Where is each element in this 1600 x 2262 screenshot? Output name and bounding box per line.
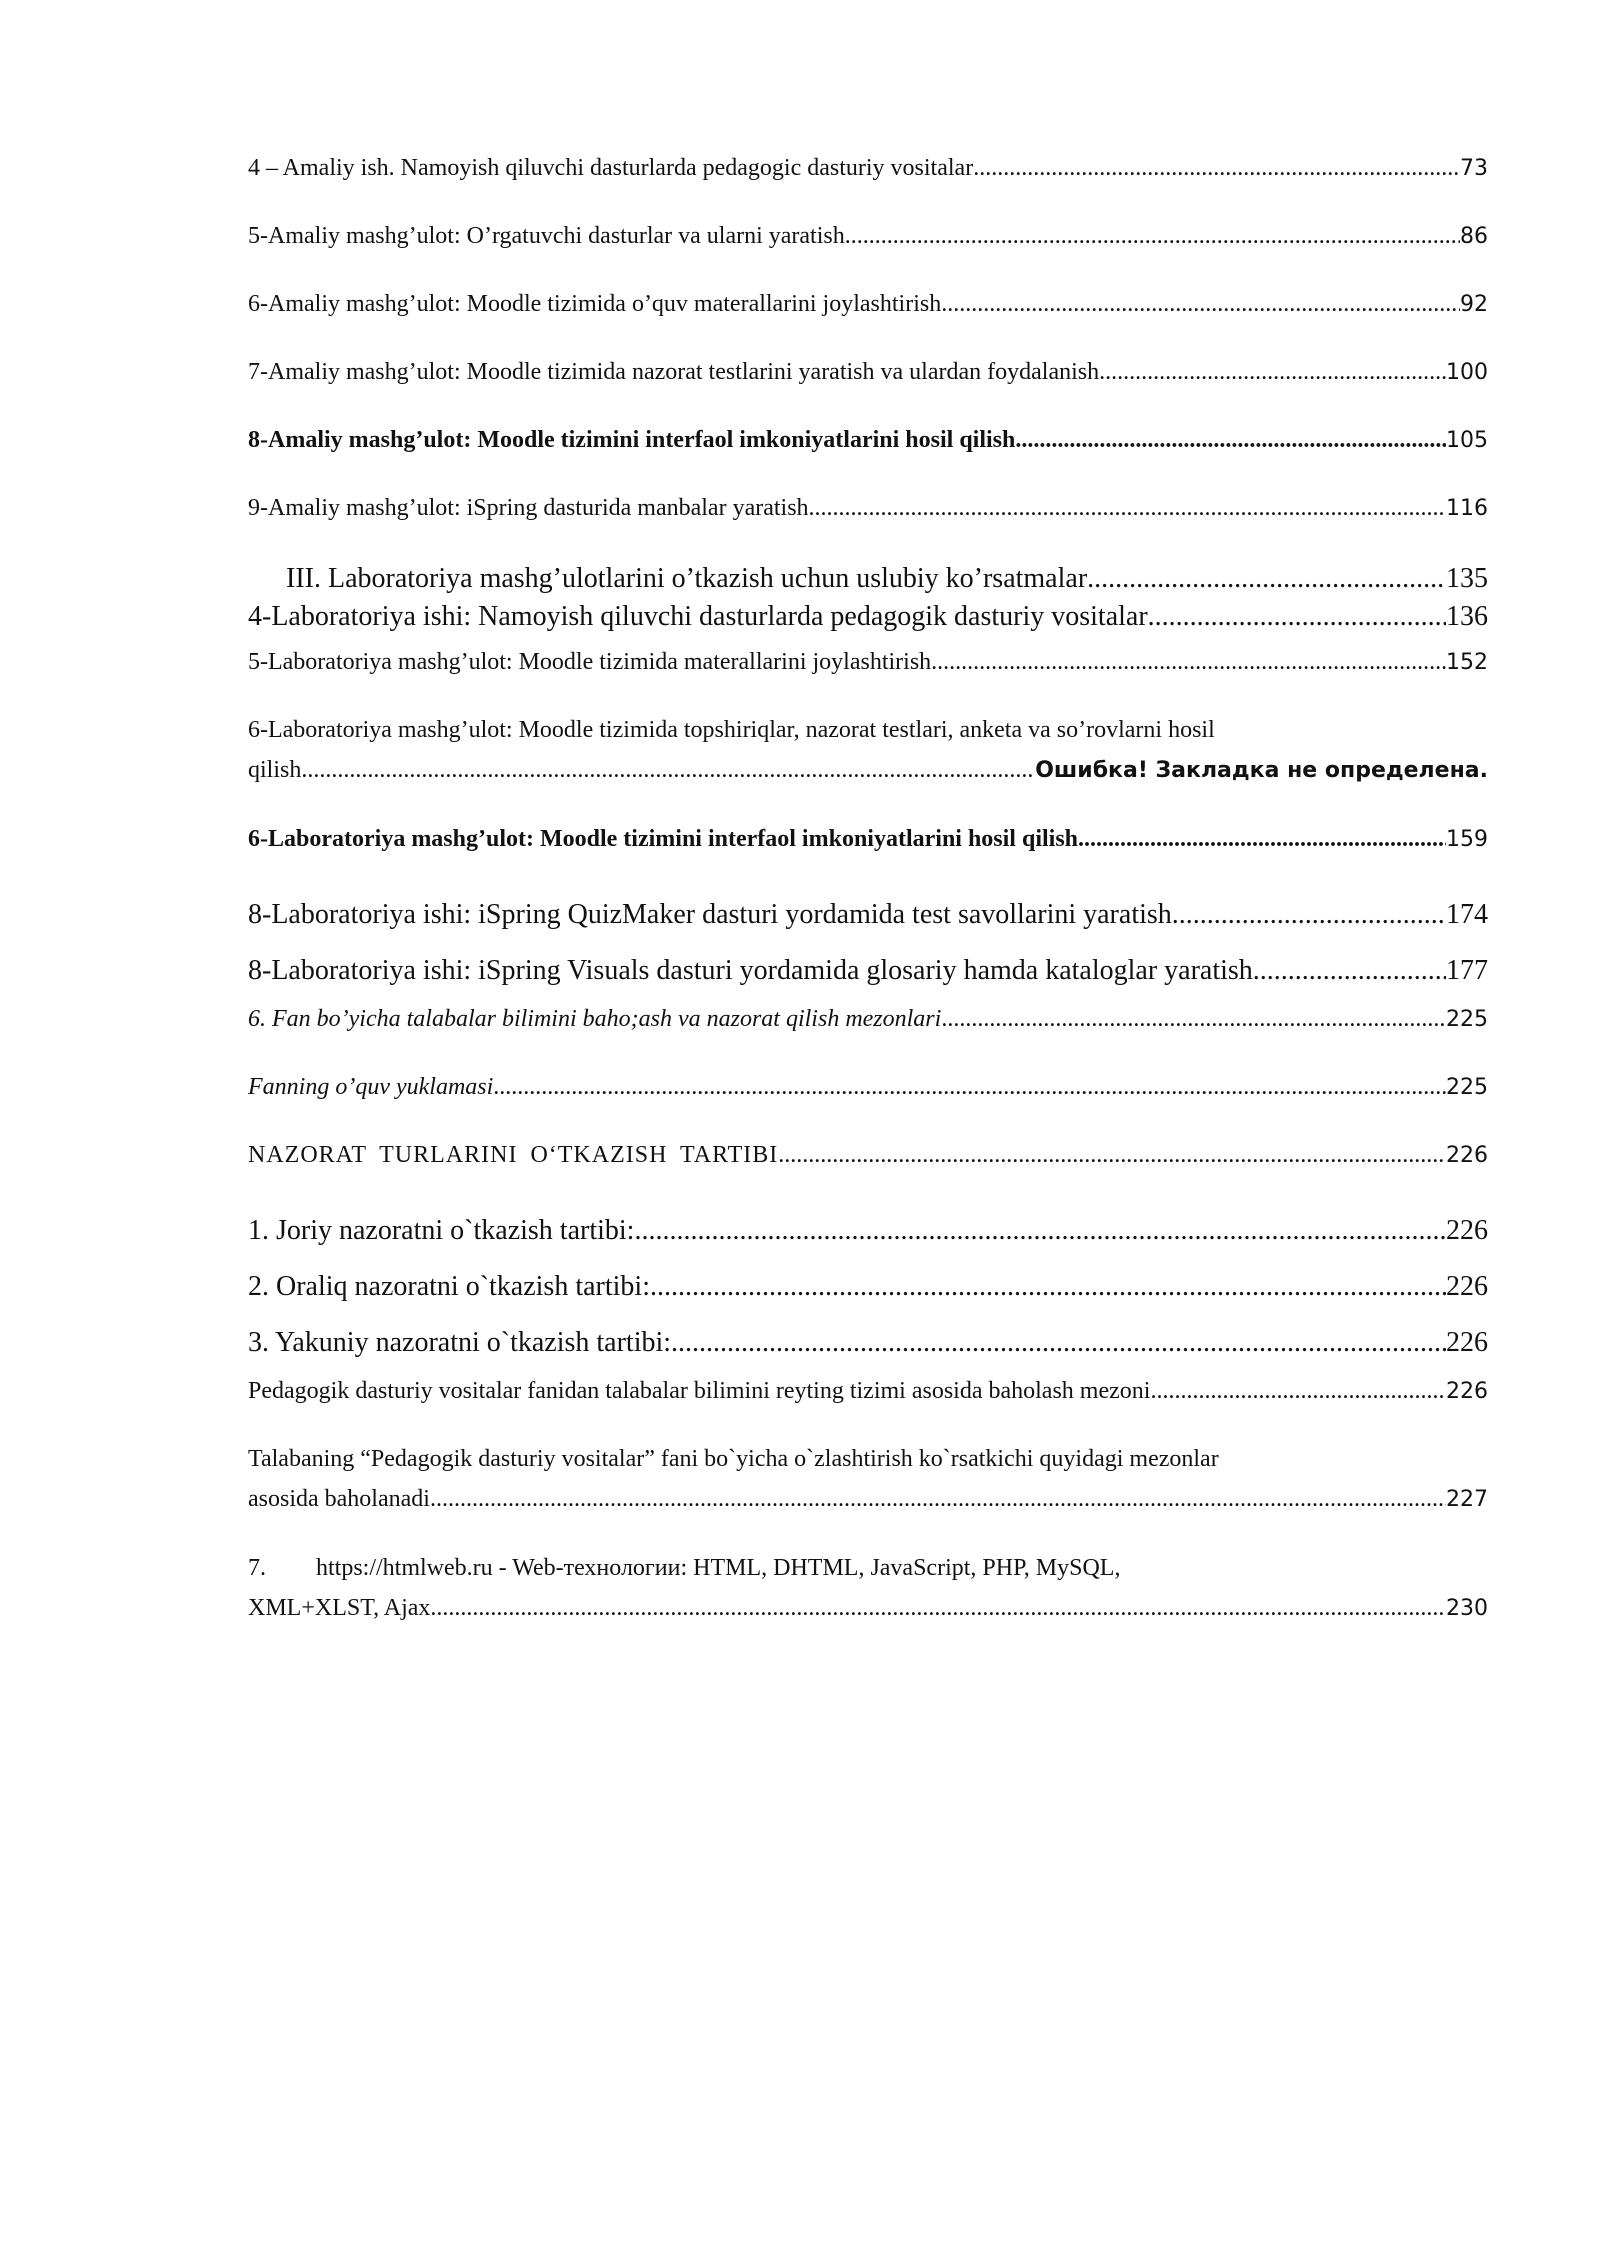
- dot-leader: [941, 999, 1446, 1039]
- toc-page-number: 73: [1460, 156, 1488, 181]
- dot-leader: [430, 1588, 1446, 1628]
- toc-entry[interactable]: [248, 819, 1488, 887]
- toc-page-number: 135: [1446, 563, 1488, 594]
- toc-page-number: 225: [1446, 1007, 1488, 1032]
- toc-entry[interactable]: [248, 642, 1488, 710]
- dot-leader: [941, 284, 1460, 324]
- toc-page-number: 86: [1460, 224, 1488, 249]
- toc-entry-title: 8-Laboratoriya ishi: iSpring Visuals dasturi yordamida glosariy hamda kataloglar yaratish: [248, 955, 1253, 986]
- toc-page-number: 226: [1446, 1327, 1488, 1358]
- dot-leader: [1021, 420, 1446, 460]
- toc-entry-title: 3. Yakuniy nazoratni o`tkazish tartibi:: [248, 1327, 672, 1358]
- toc-entry-title: 1. Joriy nazoratni o`tkazish tartibi:: [248, 1215, 635, 1246]
- toc-entry[interactable]: [248, 1315, 1488, 1371]
- toc-entry[interactable]: [248, 999, 1488, 1067]
- toc-entry-title: Pedagogik dasturiy vositalar fanidan talabalar bilimini reyting tizimi asosida baholash mezoni: [248, 1378, 1151, 1404]
- dot-leader: [809, 488, 1446, 528]
- dot-leader: [931, 642, 1446, 682]
- dot-leader: [1099, 352, 1446, 392]
- list-number: 7.: [248, 1555, 266, 1581]
- toc-bookmark-error: Ошибка! Закладка не определена.: [1035, 758, 1488, 783]
- dot-leader: [634, 1203, 1446, 1259]
- dot-leader: [778, 1135, 1446, 1175]
- toc-entry-title-line2: asosida baholanadi: [248, 1486, 430, 1512]
- toc-entry[interactable]: [248, 1067, 1488, 1135]
- dot-leader: [973, 148, 1460, 188]
- toc-page-number: 92: [1460, 292, 1488, 317]
- toc-page-number: 227: [1446, 1487, 1488, 1512]
- dot-leader: [1087, 560, 1446, 598]
- toc-entry-title: 5-Amaliy mashg’ulot: O’rgatuvchi dasturlar va ularni yaratish: [248, 223, 845, 249]
- toc-entry-title: 8-Amaliy mashg’ulot: Moodle tizimini interfaol imkoniyatlarini hosil qilish.: [248, 427, 1022, 453]
- toc-page-number: 116: [1446, 496, 1488, 521]
- dot-leader: [650, 1259, 1446, 1315]
- toc-page-number: 174: [1446, 899, 1488, 930]
- toc-entry-title: 6-Laboratoriya mashg’ulot: Moodle tizimini interfaol imkoniyatlarini hosil qilish.: [248, 826, 1085, 852]
- toc-page-number: 230: [1446, 1596, 1488, 1621]
- toc-page-number: 177: [1446, 955, 1488, 986]
- toc-entry-title: 4-Laboratoriya ishi: Namoyish qiluvchi dasturlarda pedagogik dasturiy vositalar: [248, 601, 1148, 632]
- toc-page-number: 226: [1446, 1143, 1488, 1168]
- dot-leader: [1172, 887, 1446, 943]
- toc-entry-title-line2: XML+XLST, Ajax: [248, 1595, 431, 1621]
- dot-leader: [493, 1067, 1446, 1107]
- toc-entry[interactable]: [248, 1259, 1488, 1315]
- toc-page-number: 105: [1446, 428, 1488, 453]
- dot-leader: [1253, 943, 1446, 999]
- toc-entry[interactable]: [248, 352, 1488, 420]
- toc-entry-title-line1: 6-Laboratoriya mashg’ulot: Moodle tizimida topshiriqlar, nazorat testlari, anketa va so’rovlarni hosil: [248, 717, 1215, 743]
- toc-entry-title: 8-Laboratoriya ishi: iSpring QuizMaker dasturi yordamida test savollarini yaratish: [248, 899, 1172, 930]
- toc-page-number: 226: [1446, 1215, 1488, 1246]
- dot-leader: [301, 750, 1035, 790]
- toc-entry[interactable]: [248, 943, 1488, 999]
- toc-entry[interactable]: [248, 1203, 1488, 1259]
- toc-entry[interactable]: [248, 887, 1488, 943]
- toc-entry[interactable]: [248, 420, 1488, 488]
- dot-leader: [430, 1479, 1446, 1519]
- toc-page-number: 226: [1446, 1271, 1488, 1302]
- toc-page-number: 136: [1446, 601, 1488, 632]
- toc-entry[interactable]: [248, 598, 1488, 636]
- toc-entry-title-line1: Talabaning “Pedagogik dasturiy vositalar” fani bo`yicha o`zlashtirish ko`rsatkichi quyidagi mezonlar: [248, 1446, 1219, 1472]
- toc-entry-title: 6. Fan bo’yicha talabalar bilimini baho;ash va nazorat qilish mezonlari: [248, 1006, 942, 1032]
- dot-leader: [1150, 1371, 1446, 1411]
- toc-entry-wrapped[interactable]: [248, 1439, 1488, 1520]
- toc-entry[interactable]: [248, 148, 1488, 216]
- toc-entry-title: 2. Oraliq nazoratni o`tkazish tartibi:: [248, 1271, 650, 1302]
- dot-leader: [1148, 598, 1446, 636]
- toc-page-number: 100: [1446, 360, 1488, 385]
- toc-entry[interactable]: [248, 1371, 1488, 1439]
- toc-entry-title: 9-Amaliy mashg’ulot: iSpring dasturida manbalar yaratish: [248, 495, 809, 521]
- dot-leader: [1084, 819, 1446, 859]
- toc-entry-title: 7-Amaliy mashg’ulot: Moodle tizimida nazorat testlarini yaratish va ulardan foydalanish: [248, 359, 1100, 385]
- toc-entry-wrapped[interactable]: [248, 710, 1488, 791]
- toc-entry-title: Fanning o’quv yuklamasi: [248, 1074, 494, 1100]
- toc-entry-title: 4 – Amaliy ish. Namoyish qiluvchi dasturlarda pedagogic dasturiy vositalar: [248, 155, 974, 181]
- toc-page-number: 159: [1446, 827, 1488, 852]
- toc-page-number: 225: [1446, 1075, 1488, 1100]
- toc-entry-title-line1[interactable]: https://htmlweb.ru - Web-технологии: HTML, DHTML, JavaScript, PHP, MySQL,: [316, 1555, 1121, 1581]
- toc-entry[interactable]: [248, 1135, 1488, 1203]
- dot-leader: [671, 1315, 1446, 1371]
- toc-entry[interactable]: [248, 216, 1488, 284]
- toc-entry-title: 5-Laboratoriya mashg’ulot: Moodle tizimida materallarini joylashtirish: [248, 649, 932, 675]
- toc-entry-title: NAZORAT TURLARINI O‘TKAZISH TARTIBI: [248, 1142, 779, 1168]
- dot-leader: [845, 216, 1460, 256]
- toc-entry-title: 6-Amaliy mashg’ulot: Moodle tizimida o’quv materallarini joylashtirish: [248, 291, 942, 317]
- toc-entry-wrapped[interactable]: [248, 1548, 1488, 1629]
- toc-entry-title: III. Laboratoriya mashg’ulotlarini o’tkazish uchun uslubiy ko’rsatmalar: [286, 563, 1088, 594]
- toc-entry-title-line2: qilish: [248, 757, 302, 783]
- toc-entry[interactable]: [248, 284, 1488, 352]
- toc-entry-section-heading[interactable]: [248, 560, 1488, 598]
- toc-entry[interactable]: [248, 488, 1488, 556]
- toc-page-number: 226: [1446, 1379, 1488, 1404]
- toc-page-number: 152: [1446, 650, 1488, 675]
- table-of-contents: [248, 148, 1488, 1657]
